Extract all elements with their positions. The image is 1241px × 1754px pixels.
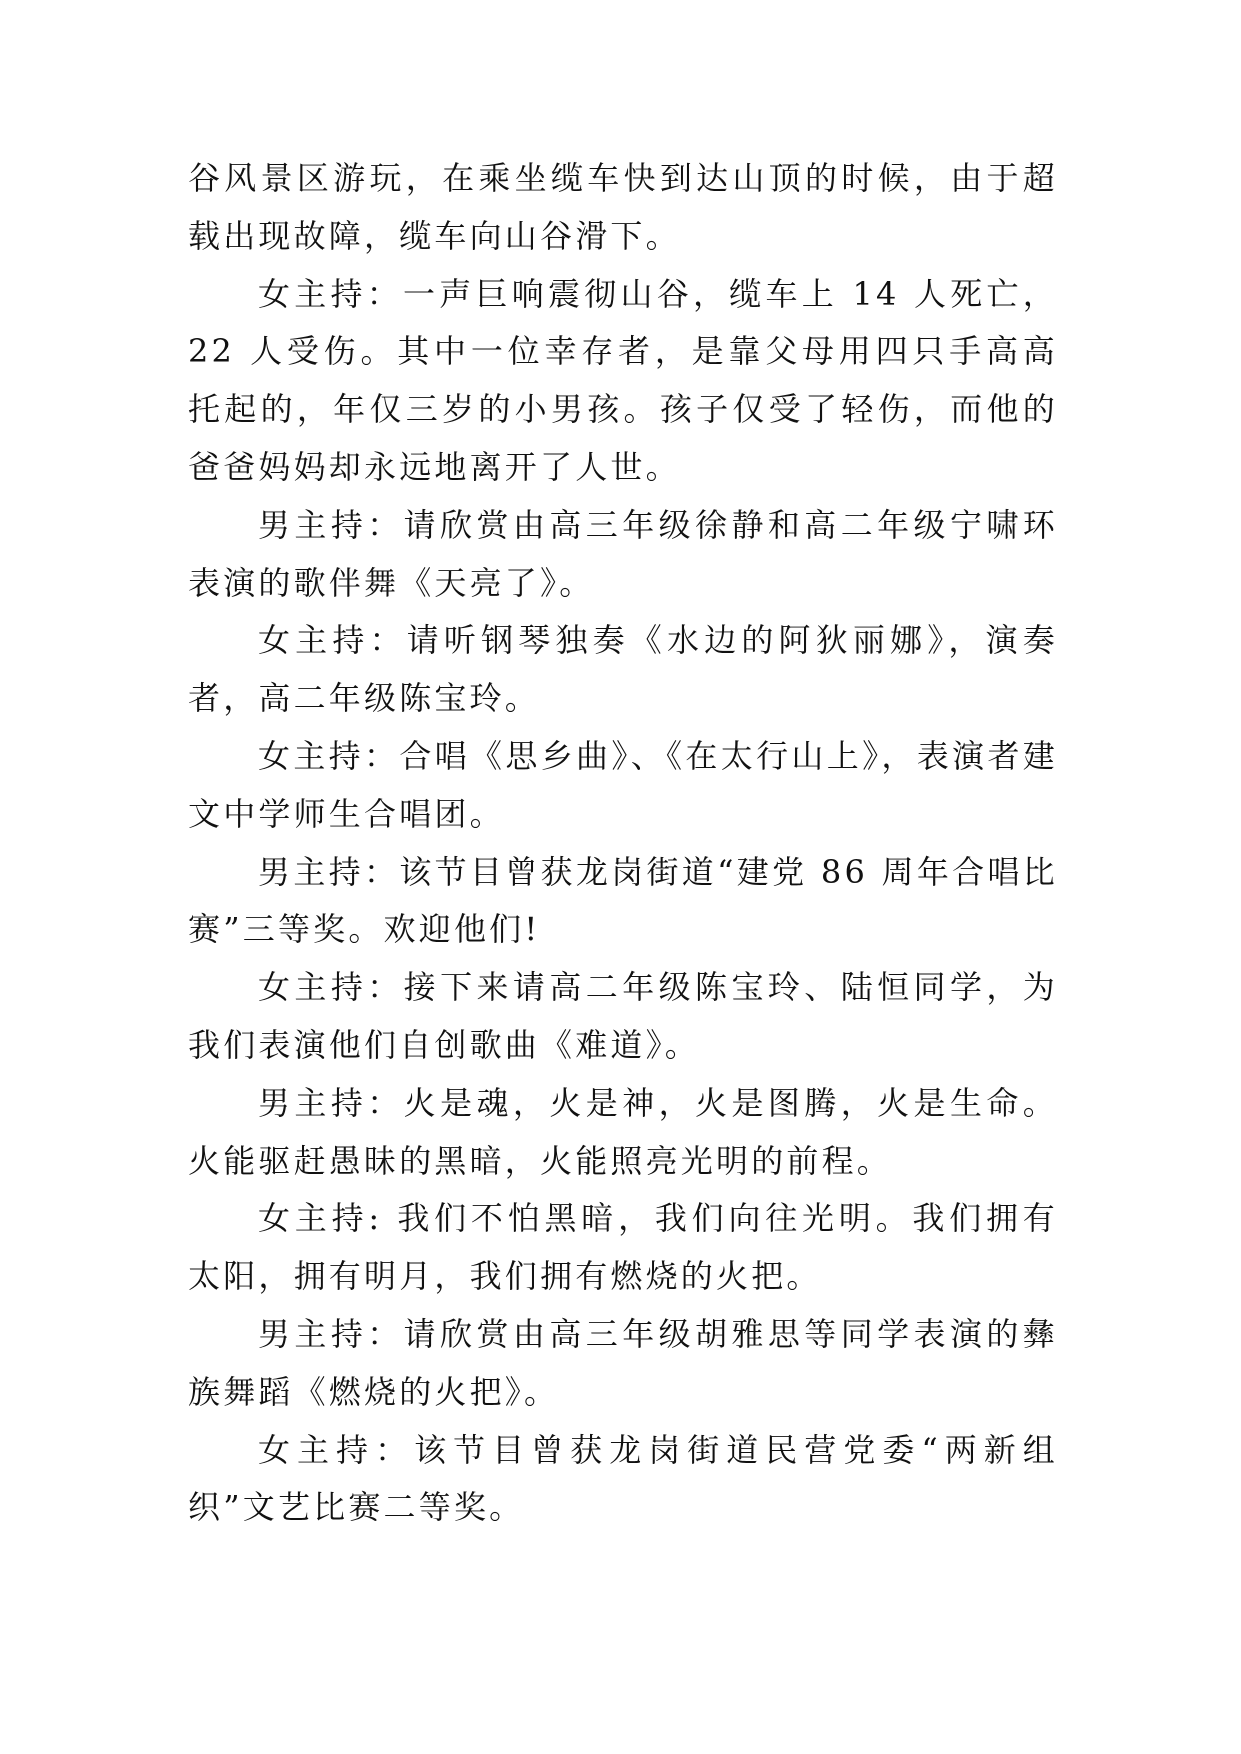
paragraph-5: 女主持：合唱《思乡曲》、《在太行山上》，表演者建文中学师生合唱团。 <box>188 736 1058 833</box>
paragraph-4: 女主持：请听钢琴独奏《水边的阿狄丽娜》，演奏者，高二年级陈宝玲。 <box>188 621 1058 718</box>
paragraph-1: 谷风景区游玩，在乘坐缆车快到达山顶的时候，由于超载出现故障，缆车向山谷滑下。 <box>188 159 1058 255</box>
paragraph-7: 女主持：接下来请高二年级陈宝玲、陆恒同学，为我们表演他们自创歌曲《难道》。 <box>188 968 1058 1064</box>
paragraph-10: 男主持：请欣赏由高三年级胡雅思等同学表演的彝族舞蹈《燃烧的火把》。 <box>188 1314 1058 1411</box>
paragraph-3: 男主持：请欣赏由高三年级徐静和高二年级宁啸环表演的歌伴舞《天亮了》。 <box>188 505 1058 602</box>
paragraph-8: 男主持：火是魂，火是神，火是图腾，火是生命。火能驱赶愚昧的黑暗，火能照亮光明的前程。 <box>188 1083 1058 1180</box>
paragraph-11: 女主持：该节目曾获龙岗街道民营党委“两新组织”文艺比赛二等奖。 <box>188 1430 1058 1527</box>
document-body <box>188 150 1058 1537</box>
paragraph-2: 女主持：一声巨响震彻山谷，缆车上 14 人死亡，22 人受伤。其中一位幸存者，是靠父母用四只手高高托起的，年仅三岁的小男孩。孩子仅受了轻伤，而他的爸爸妈妈却永远地离开了人世。 <box>188 274 1058 486</box>
paragraph-9: 女主持: 我们不怕黑暗，我们向往光明。我们拥有太阳，拥有明月，我们拥有燃烧的火把。 <box>188 1199 1058 1296</box>
paragraph-6: 男主持：该节目曾获龙岗街道“建党 86 周年合唱比赛”三等奖。欢迎他们! <box>188 852 1058 949</box>
